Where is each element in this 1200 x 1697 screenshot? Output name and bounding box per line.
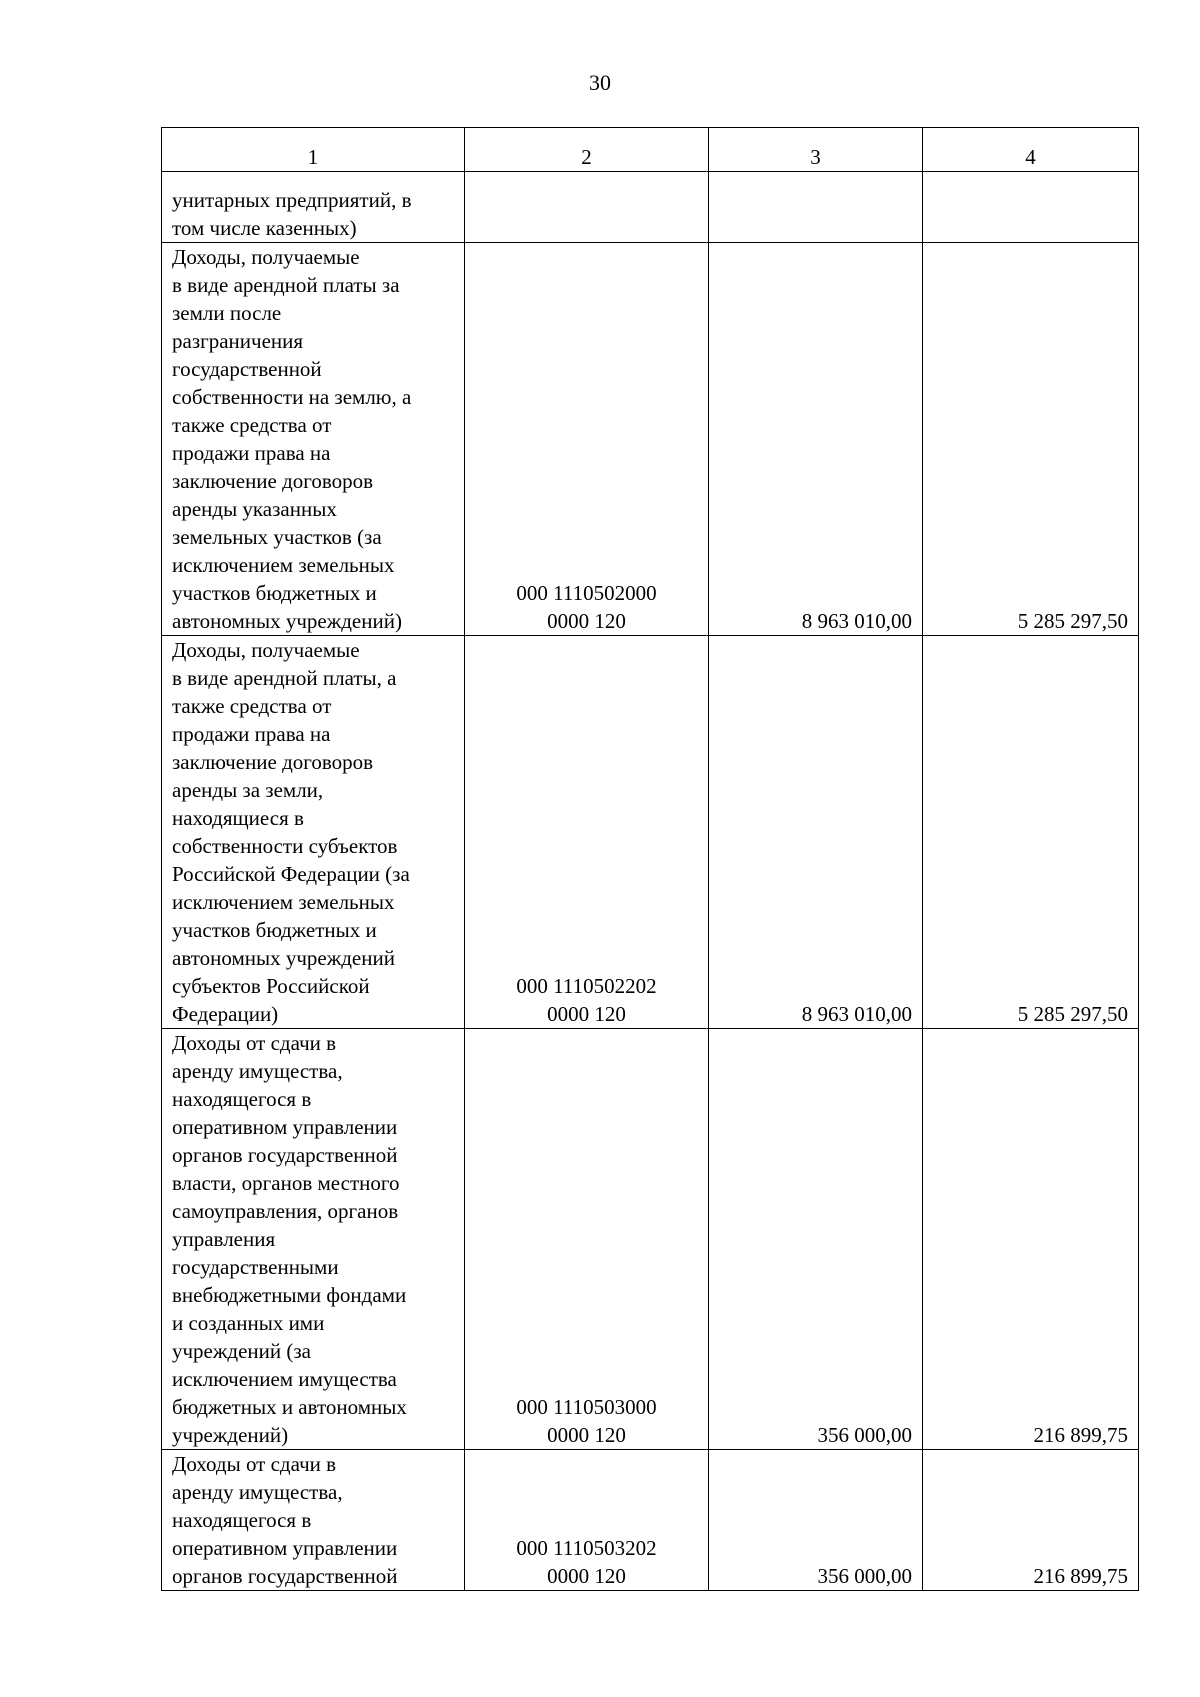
actual-amount-cell: 5 285 297,50	[923, 243, 1139, 636]
planned-amount-cell: 356 000,00	[709, 1029, 923, 1450]
income-name-cell: Доходы от сдачи в аренду имущества, находящегося в оперативном управлении органов государственной власти, органов местного самоуправления, органов управления государственными внебюджетными фондами и созданных ими учреждений (за исключением имущества бюджетных и автономных учреждений)	[162, 1029, 465, 1450]
column-header-2: 2	[465, 128, 709, 172]
planned-amount-cell	[709, 172, 923, 243]
budget-code-cell: 000 1110502000 0000 120	[465, 243, 709, 636]
planned-amount-cell: 8 963 010,00	[709, 243, 923, 636]
page-number: 30	[589, 70, 611, 95]
table-row	[162, 172, 1139, 243]
budget-code-cell: 000 1110503000 0000 120	[465, 1029, 709, 1450]
table-row	[162, 636, 1139, 1029]
table-row	[162, 243, 1139, 636]
actual-amount-cell: 216 899,75	[923, 1029, 1139, 1450]
budget-code-cell: 000 1110502202 0000 120	[465, 636, 709, 1029]
table-row	[162, 1029, 1139, 1450]
column-header-1: 1	[162, 128, 465, 172]
budget-code-cell	[465, 172, 709, 243]
column-header-4: 4	[923, 128, 1139, 172]
column-header-3: 3	[709, 128, 923, 172]
budget-revenue-table	[161, 127, 1139, 1591]
actual-amount-cell: 5 285 297,50	[923, 636, 1139, 1029]
income-name-cell: Доходы, получаемые в виде арендной платы за земли после разграничения государственной собственности на землю, а также средства от продажи права на заключение договоров аренды указанных земельных участков (за исключением земельных участков бюджетных и автономных учреждений)	[162, 243, 465, 636]
budget-code-cell: 000 1110503202 0000 120	[465, 1450, 709, 1591]
actual-amount-cell	[923, 172, 1139, 243]
income-name-cell: Доходы от сдачи в аренду имущества, находящегося в оперативном управлении органов государственной	[162, 1450, 465, 1591]
planned-amount-cell: 8 963 010,00	[709, 636, 923, 1029]
actual-amount-cell: 216 899,75	[923, 1450, 1139, 1591]
planned-amount-cell: 356 000,00	[709, 1450, 923, 1591]
income-name-cell: Доходы, получаемые в виде арендной платы, а также средства от продажи права на заключение договоров аренды за земли, находящиеся в собственности субъектов Российской Федерации (за исключением земельных участков бюджетных и автономных учреждений субъектов Российской Федерации)	[162, 636, 465, 1029]
income-name-cell: унитарных предприятий, в том числе казенных)	[162, 172, 465, 243]
header-row	[162, 128, 1139, 172]
table-row	[162, 1450, 1139, 1591]
